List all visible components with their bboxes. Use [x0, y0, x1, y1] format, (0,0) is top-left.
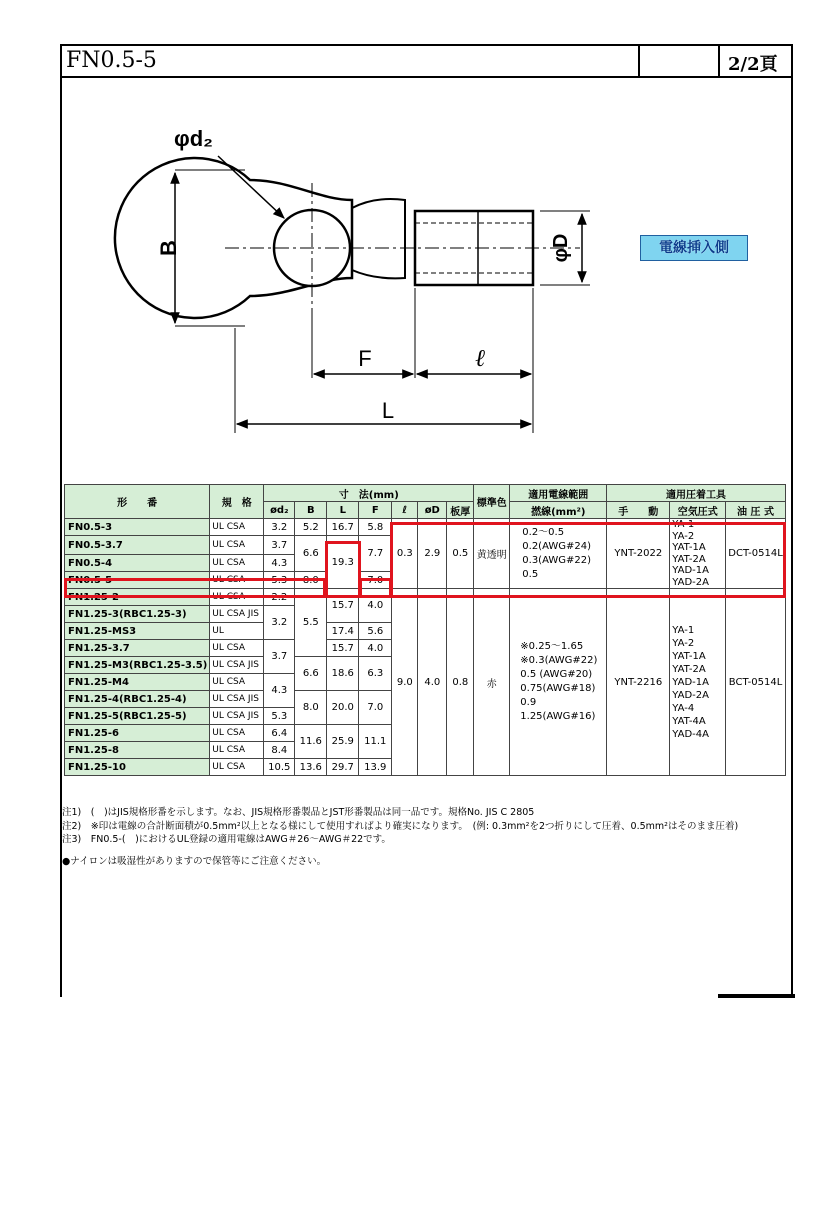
header-B: B [295, 502, 327, 519]
spec-table [64, 484, 786, 776]
header-wire-sub: 撚線(mm²) [510, 502, 607, 519]
table-row-highlighted: FN0.5-5 UL CSA 5.3 8.0 7.0 [65, 572, 786, 589]
header-t: 板厚 [447, 502, 474, 519]
note-3: 注3) FN0.5-( )におけるUL登録の適用電線はAWG＃26～AWG＃22です。 [62, 834, 391, 845]
header-wire-range: 適用電線範囲 [510, 485, 607, 502]
table-row: FN1.25-10 UL CSA 10.5 13.6 29.7 13.9 [65, 759, 786, 776]
header-standard: 規 格 [210, 485, 264, 519]
header-dimensions: 寸 法(mm) [264, 485, 474, 502]
table-row: FN1.25-2 UL CSA 2.2 5.5 15.7 4.0 9.0 4.0 0.8 赤 ※0.25～1.65 ※0.3(AWG#22) 0.5 (AWG#20) 0.75(AWG#18) 0.9 1.25(AWG#16) YNT-2216 YA-1 YA-2 YAT-1A YAT-2A YAD-1A YAD-2A YA-4 YAT-4A YAD-4A BCT-0514L [65, 589, 786, 606]
title-block [60, 44, 793, 78]
table-row: FN1.25-M4 UL CSA 4.3 [65, 674, 786, 691]
label-D: φD [550, 233, 572, 263]
table-row: FN1.25-M3(RBC1.25-3.5) UL CSA JIS 6.6 18.6 6.3 [65, 657, 786, 674]
table-row: FN1.25-4(RBC1.25-4) UL CSA JIS 8.0 20.0 7.0 [65, 691, 786, 708]
table-row: FN1.25-MS3 UL 17.4 5.6 [65, 623, 786, 640]
care-note: ●ナイロンは吸湿性がありますので保管等にご注意ください。 [62, 855, 327, 867]
wire-range-2: ※0.25～1.65 ※0.3(AWG#22) 0.5 (AWG#20) 0.75(AWG#18) 0.9 1.25(AWG#16) [510, 589, 607, 776]
header-air: 空気圧式 [670, 502, 726, 519]
label-L: L [381, 398, 395, 423]
header-D: øD [418, 502, 447, 519]
table-row: FN0.5-3 UL CSA 3.2 5.2 16.7 5.8 0.3 2.9 0.5 黄透明 0.2～0.5 0.2(AWG#24) 0.3(AWG#22) 0.5 YNT-2022 YA-1 YA-2 YAT-1A YAT-2A YAD-1A YAD-2A DCT-0514L [65, 519, 786, 536]
header-L: L [327, 502, 359, 519]
note-2: 注2) ※印は電線の合計断面積が0.5mm²以上となる様にして使用すればより確実になります。 (例: 0.3mm²を2つ折りにして圧着、0.5mm²はそのまま圧着) [62, 820, 739, 832]
wire-insertion-side-badge: 電線挿入側 [640, 235, 748, 261]
table-row: FN1.25-6 UL CSA 6.4 11.6 25.9 11.1 [65, 725, 786, 742]
label-B: B [156, 240, 181, 256]
label-d2: φd₂ [174, 126, 213, 151]
header-tools: 適用圧着工具 [607, 485, 786, 502]
header-color: 標準色 [474, 485, 510, 519]
air-tools-2: YA-1 YA-2 YAT-1A YAT-2A YAD-1A YAD-2A YA-4 YAT-4A YAD-4A [670, 589, 726, 776]
bottom-rule [718, 994, 795, 998]
table-row: FN0.5-4 UL CSA 4.3 [65, 555, 786, 572]
header-F: F [359, 502, 392, 519]
wire-range-1: 0.2～0.5 0.2(AWG#24) 0.3(AWG#22) 0.5 [510, 519, 607, 589]
table-row: FN0.5-3.7 UL CSA 3.7 6.6 19.3 7.7 [65, 536, 786, 555]
part-number-title: FN0.5-5 [66, 48, 157, 73]
divider [638, 46, 640, 76]
header-d2: ød₂ [264, 502, 295, 519]
header-model: 形 番 [65, 485, 210, 519]
table-row: FN1.25-8 UL CSA 8.4 [65, 742, 786, 759]
header-l: ℓ [392, 502, 418, 519]
page-number: 2/2頁 [728, 54, 778, 75]
label-F: F [358, 346, 372, 371]
notes [62, 806, 792, 868]
header-oil: 油 圧 式 [726, 502, 786, 519]
table-row: FN1.25-5(RBC1.25-5) UL CSA JIS 5.3 [65, 708, 786, 725]
label-l: ℓ [475, 346, 485, 372]
note-1: 注1) ( )はJIS規格形番を示します。なお、JIS規格形番製品とJST形番製品は同一品です。規格No. JIS C 2805 [62, 807, 535, 818]
air-tools-1: YA-1 YA-2 YAT-1A YAT-2A YAD-1A YAD-2A [670, 519, 726, 589]
table-row: FN1.25-3.7 UL CSA 3.7 15.7 4.0 [65, 640, 786, 657]
terminal-drawing [60, 78, 793, 478]
divider [718, 46, 720, 76]
header-manual: 手 動 [607, 502, 670, 519]
table-row: FN1.25-3(RBC1.25-3) UL CSA JIS 3.2 [65, 606, 786, 623]
